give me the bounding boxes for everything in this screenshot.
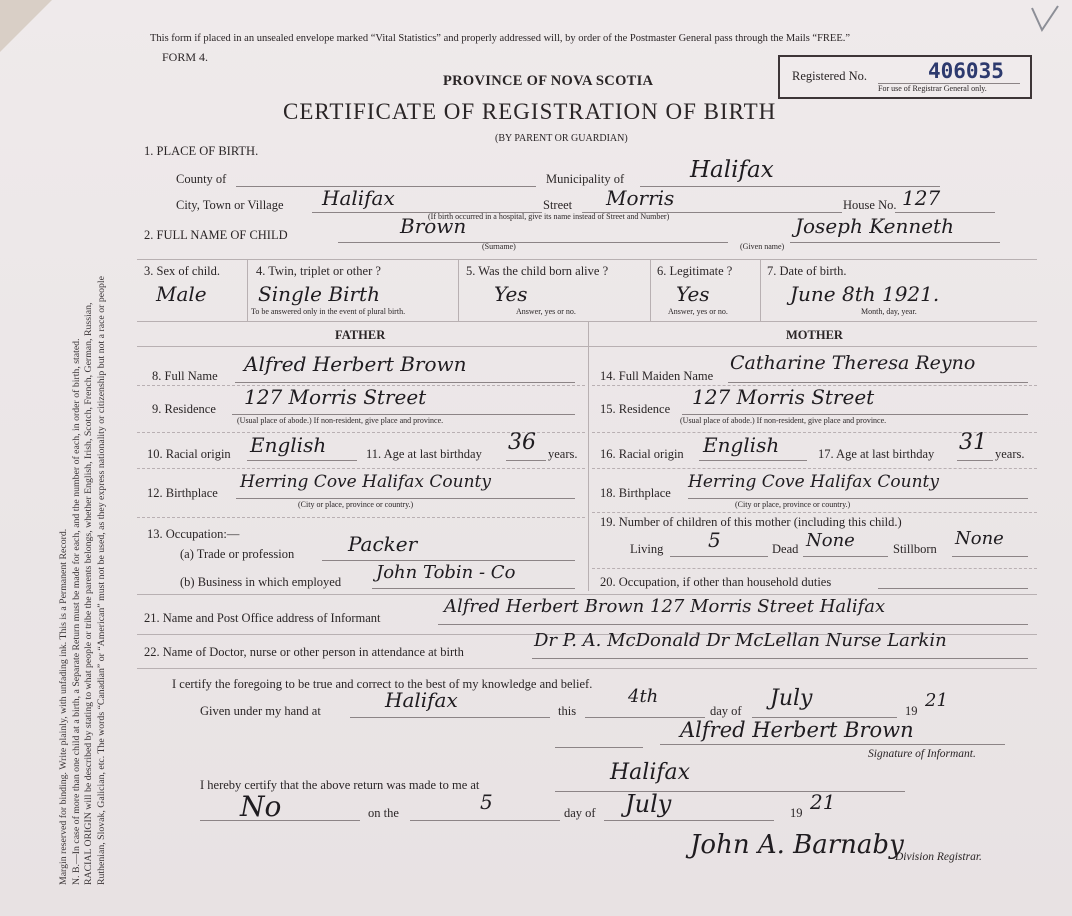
given-under-label: Given under my hand at xyxy=(200,704,321,718)
father-birthplace-value: Herring Cove Halifax County xyxy=(240,472,491,492)
legitimate-value: Yes xyxy=(676,282,710,306)
alive-label: 5. Was the child born alive ? xyxy=(466,264,609,278)
registrar-use-note: For use of Registrar General only. xyxy=(878,84,987,93)
registrar-number-value: No xyxy=(240,790,282,823)
legitimate-note: Answer, yes or no. xyxy=(668,307,728,316)
given-day-value: 4th xyxy=(628,686,659,707)
mother-birthplace-note: (City or place, province or country.) xyxy=(735,500,851,509)
legitimate-label: 6. Legitimate ? xyxy=(657,264,733,278)
registrar-day-value: 5 xyxy=(480,790,493,814)
mother-age-label: 17. Age at last birthday xyxy=(818,447,935,461)
informant-value: Alfred Herbert Brown 127 Morris Street Halifax xyxy=(444,596,886,617)
registrar-day-of: day of xyxy=(564,806,596,820)
margin-note: Margin reserved for binding. Write plainly, with unfading ink. This is a Permanent Record. xyxy=(58,528,69,885)
city-label: City, Town or Village xyxy=(176,198,284,212)
dead-label: Dead xyxy=(772,542,799,556)
sex-value: Male xyxy=(156,282,207,306)
folded-corner xyxy=(0,0,52,52)
mother-name-label: 14. Full Maiden Name xyxy=(600,369,714,383)
dead-value: None xyxy=(806,530,855,551)
father-name-label: 8. Full Name xyxy=(152,369,218,383)
surname-caption: (Surname) xyxy=(482,242,516,251)
given-place-value: Halifax xyxy=(385,688,458,712)
father-age-label: 11. Age at last birthday xyxy=(366,447,482,461)
father-residence-note: (Usual place of abode.) If non-resident, give place and province. xyxy=(237,416,444,425)
business-label: (b) Business in which employed xyxy=(180,575,342,589)
mother-residence-value: 127 Morris Street xyxy=(692,385,875,409)
province-heading: PROVINCE OF NOVA SCOTIA xyxy=(443,73,654,89)
certificate-title: CERTIFICATE OF REGISTRATION OF BIRTH xyxy=(283,99,777,124)
twin-label: 4. Twin, triplet or other ? xyxy=(256,264,381,278)
alive-value: Yes xyxy=(494,282,528,306)
mother-name-value: Catharine Theresa Reyno xyxy=(730,352,976,374)
registration-number: 406035 xyxy=(928,59,1004,83)
street-label: Street xyxy=(543,198,573,212)
birthdate-note: Month, day, year. xyxy=(861,307,917,316)
place-of-birth-heading: 1. PLACE OF BIRTH. xyxy=(144,144,259,158)
mother-racial-label: 16. Racial origin xyxy=(600,447,684,461)
mother-age-value: 31 xyxy=(959,430,987,455)
child-given-name: Joseph Kenneth xyxy=(795,214,954,238)
alive-note: Answer, yes or no. xyxy=(516,307,576,316)
father-residence-value: 127 Morris Street xyxy=(244,385,427,409)
occupation-heading: 13. Occupation:— xyxy=(147,527,240,541)
father-age-value: 36 xyxy=(508,430,536,455)
informant-label: 21. Name and Post Office address of Informant xyxy=(144,611,381,625)
city-value: Halifax xyxy=(322,186,395,210)
twin-value: Single Birth xyxy=(258,282,380,306)
registrar-place-value: Halifax xyxy=(610,760,691,785)
child-surname: Brown xyxy=(400,214,467,238)
mother-racial-value: English xyxy=(703,433,780,457)
child-name-label: 2. FULL NAME OF CHILD xyxy=(144,228,288,242)
mother-years: years. xyxy=(995,447,1025,461)
registration-box xyxy=(778,55,1032,99)
living-label: Living xyxy=(630,542,664,556)
doctor-label: 22. Name of Doctor, nurse or other person in attendance at birth xyxy=(144,645,464,659)
municipality-label: Municipality of xyxy=(546,172,625,186)
father-birthplace-note: (City or place, province or country.) xyxy=(298,500,414,509)
children-count-label: 19. Number of children of this mother (including this child.) xyxy=(600,515,902,529)
father-years: years. xyxy=(548,447,578,461)
margin-note: Ruthenian, Slovak, Galician, etc. The words “Canadian” or “American” must not be used, as they express nationality or citizenship but not a race or people xyxy=(95,276,107,885)
this-label: this xyxy=(558,704,577,718)
twin-note: To be answered only in the event of plural birth. xyxy=(251,307,406,316)
mother-birthplace-label: 18. Birthplace xyxy=(600,486,671,500)
mother-birthplace-value: Herring Cove Halifax County xyxy=(688,472,939,492)
mother-residence-label: 15. Residence xyxy=(600,402,671,416)
registered-label: Registered No. xyxy=(792,69,867,83)
father-birthplace-label: 12. Birthplace xyxy=(147,486,218,500)
given-day-of: day of xyxy=(710,704,742,718)
father-heading: FATHER xyxy=(335,328,386,342)
trade-label: (a) Trade or profession xyxy=(180,547,295,561)
mother-residence-note: (Usual place of abode.) If non-resident, give place and province. xyxy=(680,416,887,425)
mother-occupation-label: 20. Occupation, if other than household duties xyxy=(600,575,832,589)
stillborn-label: Stillborn xyxy=(893,542,937,556)
certificate-subtitle: (BY PARENT OR GUARDIAN) xyxy=(495,133,628,144)
house-value: 127 xyxy=(902,186,941,210)
father-residence-label: 9. Residence xyxy=(152,402,216,416)
margin-note: RACIAL ORIGIN will be described by stating to what people or tribe the parents belongs, whether English, Irish, Scotch, French, German, Russian, xyxy=(83,302,95,885)
father-racial-label: 10. Racial origin xyxy=(147,447,231,461)
margin-note: N. B.—In case of more than one child at a birth, a Separate Return must be made for each, and the number of each, in order of birth, stated. xyxy=(70,338,82,885)
given-name-caption: (Given name) xyxy=(740,242,785,251)
informant-signature-caption: Signature of Informant. xyxy=(868,748,976,760)
sex-label: 3. Sex of child. xyxy=(144,264,221,278)
given-year-value: 21 xyxy=(925,690,948,711)
registrar-signature: John A. Barnaby xyxy=(690,830,904,860)
stillborn-value: None xyxy=(955,528,1004,549)
birthdate-value: June 8th 1921. xyxy=(790,282,940,306)
father-racial-value: English xyxy=(250,433,327,457)
father-name-value: Alfred Herbert Brown xyxy=(244,352,467,376)
informant-signature: Alfred Herbert Brown xyxy=(680,718,914,742)
registrar-year-value: 21 xyxy=(810,790,836,814)
street-value: Morris xyxy=(606,186,675,210)
living-value: 5 xyxy=(708,528,721,552)
birthdate-label: 7. Date of birth. xyxy=(767,264,847,278)
registrar-month-value: July xyxy=(625,790,672,818)
doctor-value: Dr P. A. McDonald Dr McLellan Nurse Larkin xyxy=(534,630,947,651)
registrar-statement: I hereby certify that the above return was made to me at xyxy=(200,778,480,792)
county-label: County of xyxy=(176,172,227,186)
house-label: House No. xyxy=(843,198,897,212)
mother-heading: MOTHER xyxy=(786,328,843,342)
margin-notes xyxy=(58,65,108,885)
form-number: FORM 4. xyxy=(162,50,209,64)
business-value: John Tobin - Co xyxy=(376,562,516,583)
trade-value: Packer xyxy=(348,532,418,556)
given-month-value: July xyxy=(770,686,813,711)
certify-statement: I certify the foregoing to be true and correct to the best of my knowledge and belief. xyxy=(172,677,593,691)
given-year-prefix: 19 xyxy=(905,704,918,718)
registrar-signature-caption: Division Registrar. xyxy=(895,851,982,863)
mail-notice: This form if placed in an unsealed envelope marked “Vital Statistics” and properly addressed will, by order of the Postmaster General pass through the Mails “FREE.” xyxy=(150,33,851,44)
registrar-year-prefix: 19 xyxy=(790,806,803,820)
municipality-value: Halifax xyxy=(690,157,774,183)
check-mark-icon xyxy=(1030,4,1060,34)
hospital-note: (If birth occurred in a hospital, give its name instead of Street and Number) xyxy=(428,212,670,221)
registrar-on-the: on the xyxy=(368,806,399,820)
